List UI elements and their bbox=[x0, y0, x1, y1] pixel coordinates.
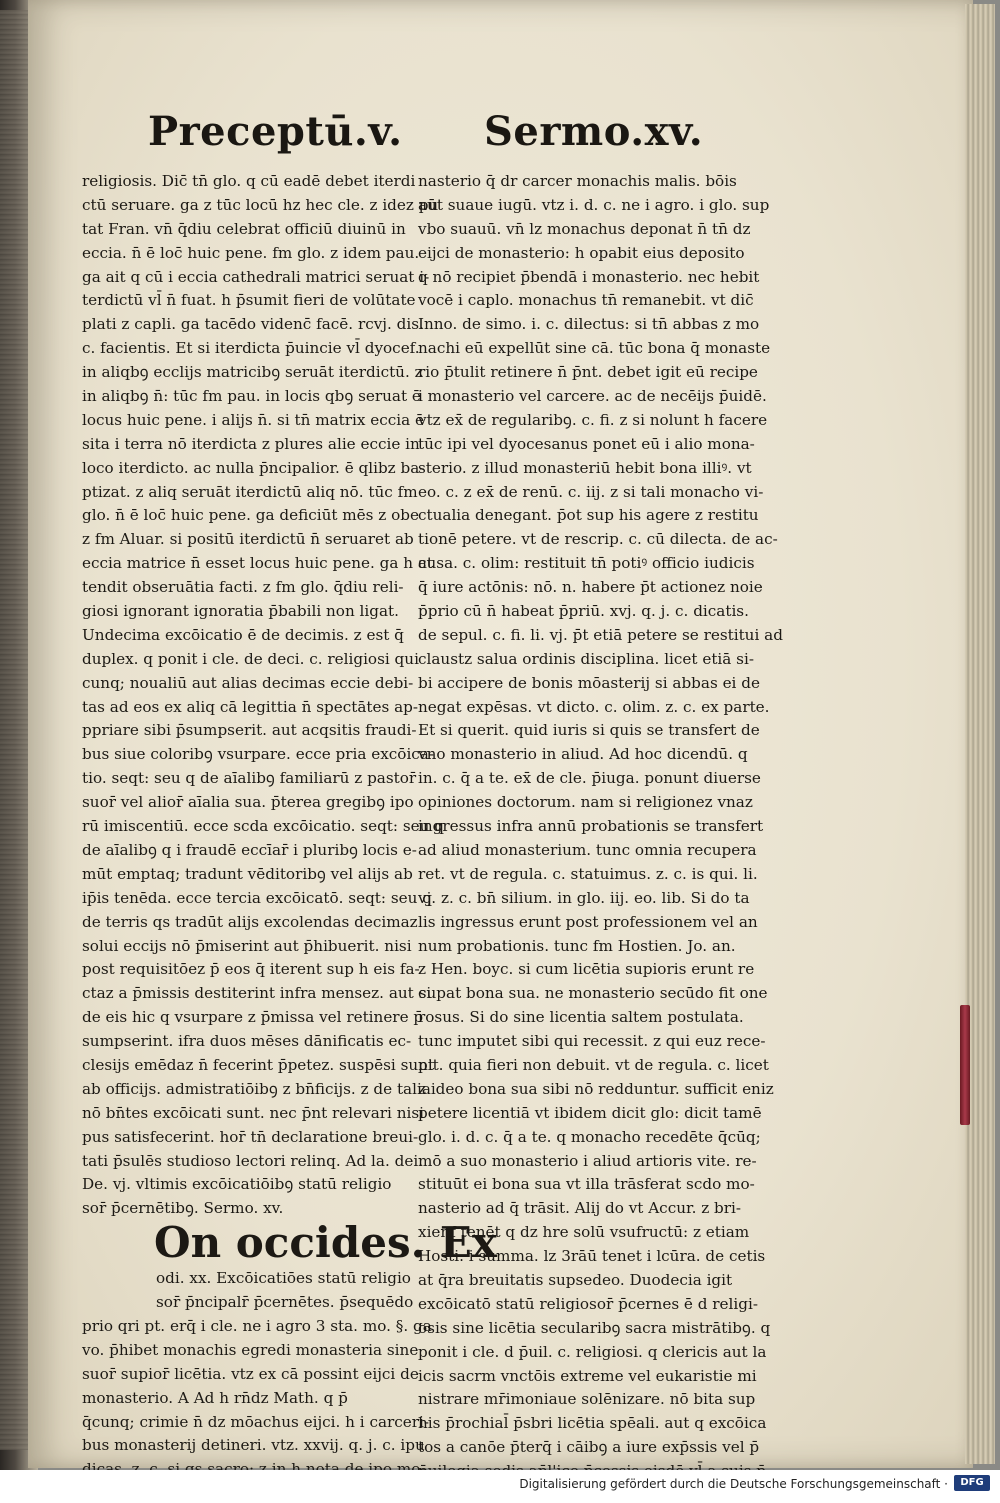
text-line: eijci de monasterio: h opabit eius deposito bbox=[418, 243, 745, 262]
text-line: tos a canōe p̄terq̄ i cāibꝯ a iure exp̄ssis vel p̄ bbox=[418, 1438, 760, 1457]
text-line: post requisitōez p̄ eos q̄ iterent sup h eis fa- bbox=[82, 960, 420, 979]
text-line: clesijs emēdaz n̄ fecerint p̄petez. suspēsi sunt bbox=[82, 1055, 435, 1074]
text-line: icis sacrm vnctōis extreme vel eukaristie mi bbox=[418, 1366, 757, 1385]
text-line: q̄ iure actōnis: nō. n. habere p̄t actionez noie bbox=[418, 578, 763, 597]
text-line: c. facientis. Et si iterdicta p̄uincie vl̄ dyocef. bbox=[82, 339, 420, 358]
text-line: nō bn̄tes excōicati sunt. nec p̄nt relevari nisi bbox=[82, 1103, 424, 1122]
text-line: opiniones doctorum. nam si religionez vnaz bbox=[418, 793, 753, 812]
text-line: sumpserint. ifra duos mēses dānificatis ec- bbox=[82, 1032, 412, 1051]
footer-credit: Digitalisierung gefördert durch die Deutsche Forschungsgemeinschaft · bbox=[519, 1477, 948, 1491]
text-line: giosi ignorant ignoratia p̄babili non ligat. bbox=[82, 602, 399, 621]
left-page-edges bbox=[0, 10, 30, 1450]
text-line: nasterio ad q̄ trāsit. Alij do vt Accur. z bri- bbox=[418, 1199, 742, 1218]
text-line: tas ad eos ex aliq cā legittia n̄ spectātes ap- bbox=[82, 697, 418, 716]
text-line: sita i terra nō iterdicta z plures alie eccie in bbox=[82, 434, 420, 453]
text-line: ctaz a p̄missis destiterint infra mensez. aut si bbox=[82, 984, 432, 1003]
text-line: nistrare mr̄imoniaue solēnizare. nō bita sup bbox=[418, 1390, 756, 1409]
text-line: in. c. q̄ a te. ex̄ de cle. p̄iuga. ponunt diuerse bbox=[418, 769, 761, 788]
text-line: tunc imputet sibi qui recessit. z qui euz rece- bbox=[418, 1032, 766, 1051]
text-line: eccia matrice n̄ esset locus huic pene. ga h at bbox=[82, 554, 434, 573]
text-line: bus siue coloribꝯ vsurpare. ecce pria excōica- bbox=[82, 745, 434, 764]
text-line: ga ait q cū i eccia cathedrali matrici seruat i- bbox=[82, 267, 430, 286]
text-line: ingressus infra annū probationis se transfert bbox=[418, 817, 764, 836]
text-line: aūt suaue iugū. vtz i. d. c. ne i agro. i glo. sup bbox=[418, 195, 770, 214]
text-line: z ideo bona sua sibi nō redduntur. sufficit eniz bbox=[418, 1079, 774, 1098]
text-line: ip̄is tenēda. ecce tercia excōicatō. seqt: seu q bbox=[82, 888, 432, 907]
text-line: sor̄ p̄cernētibꝯ. Sermo. xv. bbox=[82, 1199, 284, 1218]
text-line: tūc ipi vel dyocesanus ponet eū i alio mona- bbox=[418, 434, 755, 453]
text-line: tati p̄sulēs studioso lectori relinq. Ad la. dei. bbox=[82, 1151, 424, 1170]
text-line: ptizat. z aliq seruāt iterdictū aliq nō. tūc fm bbox=[82, 482, 418, 501]
text-line: locus huic pene. i alijs n̄. si tn̄ matrix eccia ē bbox=[82, 410, 425, 429]
text-line: cupat bona sua. ne monasterio secūdo fit one bbox=[418, 984, 768, 1003]
text-line: mūt emptaq; tradunt vēditoribꝯ vel alijs ab bbox=[82, 864, 413, 883]
text-line: de sepul. c. fi. li. vj. p̄t etiā petere se restitui ad bbox=[418, 625, 783, 644]
text-line: cusa. c. olim: restituit tn̄ potiꝰ officio iudicis bbox=[418, 554, 755, 573]
running-head-left: Preceptū.v. bbox=[148, 108, 403, 155]
text-line: osis sine licētia secularibꝯ sacra mistrātibꝯ. q bbox=[418, 1318, 771, 1337]
text-line: claustz salua ordinis disciplina. licet etiā si- bbox=[418, 649, 754, 668]
text-line: vj. z. c. bn̄ silium. in glo. iij. eo. lib. Si do ta bbox=[418, 888, 750, 907]
text-line: num probationis. tunc fm Hostien. Jo. an. bbox=[418, 936, 736, 955]
text-line: Et si querit. quid iuris si quis se transfert de bbox=[418, 721, 760, 740]
text-line: terdictū vl̄ n̄ fuat. h p̄sumit fieri de volūtate bbox=[82, 291, 416, 310]
text-line: vocē i caplo. monachus tn̄ remanebit. vt dic̄ bbox=[418, 291, 754, 310]
text-line: monasterio. A Ad h rn̄dz Math. q p̄ bbox=[82, 1388, 348, 1407]
text-line: eo. c. z ex̄ de renū. c. iij. z si tali monacho vi- bbox=[418, 482, 764, 501]
text-line: suor̄ supior̄ licētia. vtz ex cā possint eijci de bbox=[82, 1364, 419, 1383]
text-line: q̄cunq; crimie n̄ dz mōachus eijci. h i carceri- bbox=[82, 1412, 430, 1431]
text-line: vo. p̄hibet monachis egredi monasteria sine bbox=[82, 1340, 419, 1359]
text-line: glo. n̄ ē loc̄ huic pene. ga deficiūt mēs z obe bbox=[82, 506, 419, 525]
bookmark-ribbon bbox=[960, 1005, 970, 1125]
text-line: rio p̄tulit retinere n̄ p̄nt. debet igit eū recipe bbox=[418, 363, 758, 382]
text-line: tio. seqt: seu q de aīalibꝯ familiarū z pastor̄ bbox=[82, 769, 417, 788]
text-line: de terris qs tradūt alijs excolendas decimaz bbox=[82, 912, 418, 931]
right-page-edges bbox=[965, 4, 995, 1464]
text-line: negat expēsas. vt dicto. c. olim. z. c. ex parte. bbox=[418, 697, 770, 716]
text-line: q nō recipiet p̄bendā i monasterio. nec hebit bbox=[418, 267, 760, 286]
text-line: cunq; noualiū aut alias decimas eccie debi- bbox=[82, 673, 414, 692]
dfg-logo: DFG bbox=[954, 1475, 990, 1491]
text-line: Inno. de simo. i. c. dilectus: si tn̄ abbas z mo bbox=[418, 315, 760, 334]
text-line: odi. xx. Excōicatiōes statū religio bbox=[156, 1269, 411, 1288]
text-line: ctū seruare. ga z tūc locū hz hec cle. z idez pu bbox=[82, 195, 439, 214]
text-line: sor̄ p̄ncipalr̄ p̄cernētes. p̄sequēdo bbox=[156, 1293, 414, 1312]
text-line: ppriare sibi p̄sumpserit. aut acqsitis fraudi- bbox=[82, 721, 417, 740]
text-line: eccia. n̄ ē loc̄ huic pene. fm glo. z idem pau. bbox=[82, 243, 420, 262]
text-line: pit. quia fieri non debuit. vt de regula. c. licet bbox=[418, 1055, 769, 1074]
text-line: ponit i cle. d p̄uil. c. religiosi. q clericis aut la bbox=[418, 1342, 767, 1361]
text-line: suor̄ vel alior̄ aīalia sua. p̄terea gregibꝯ ipo bbox=[82, 793, 414, 812]
text-line: solui eccijs nō p̄miserint aut p̄hibuerit. nisi bbox=[82, 936, 412, 955]
text-line: his p̄rochial̄ p̄sbri licētia spēali. aut q excōica bbox=[418, 1414, 767, 1433]
text-line: i monasterio vel carcere. ac de necēijs p̄uidē. bbox=[418, 387, 767, 406]
text-line: prio qri pt. erq̄ i cle. ne i agro 3 sta. mo. §. ga bbox=[82, 1316, 432, 1335]
text-line: at q̄ra breuitatis supsedeo. Duodecia igit bbox=[418, 1270, 733, 1289]
text-line: nachi eū expellūt sine cā. tūc bona q̄ monaste bbox=[418, 339, 771, 358]
text-line: rosus. Si do sine licentia saltem postulata. bbox=[418, 1008, 744, 1027]
text-line: mō a suo monasterio i aliud artioris vite. re- bbox=[418, 1151, 757, 1170]
text-line: de aīalibꝯ q i fraudē eccīar̄ i pluribꝯ locis e- bbox=[82, 840, 417, 859]
text-line: rū imiscentiū. ecce scda excōicatio. seqt: seu q bbox=[82, 817, 444, 836]
text-line: religiosis. Dic̄ tn̄ glo. q cū eadē debet iterdi bbox=[82, 172, 416, 190]
text-line: excōicatō statū religiosor̄ p̄cernes ē d religi- bbox=[418, 1294, 758, 1313]
text-line: de eis hic q vsurpare z p̄missa vel retinere p̄ bbox=[82, 1008, 424, 1027]
left-text-column bbox=[82, 170, 497, 1482]
text-line: tendit obseruātia facti. z fm glo. q̄diu reli- bbox=[82, 578, 404, 597]
right-text-column bbox=[418, 170, 783, 1484]
text-line: De. vj. vltimis excōicatiōibꝯ statū religio bbox=[82, 1175, 392, 1194]
text-line: Undecima excōicatio ē de decimis. z est q̄ bbox=[82, 625, 404, 644]
text-line: xienf tenēt q dz hre solū vsufructū: z etiam bbox=[418, 1223, 750, 1242]
text-line: loco iterdicto. ac nulla p̄ncipalior. ē qlibz ba- bbox=[82, 458, 425, 477]
text-line: pus satisfecerint. hor̄ tn̄ declaratione breui- bbox=[82, 1127, 419, 1146]
text-line: glo. i. d. c. q̄ a te. q monacho recedēte q̄cūq; bbox=[418, 1127, 761, 1146]
text-line: ret. vt de regula. c. statuimus. z. c. is qui. li. bbox=[418, 864, 758, 883]
text-line: bi accipere de bonis mōasterij si abbas ei de bbox=[418, 673, 760, 692]
running-head-right: Sermo.xv. bbox=[484, 108, 704, 155]
text-line: z Hen. boyc. si cum licētia supioris erunt re bbox=[418, 960, 755, 979]
text-line: sterio. z illud monasteriū hebit bona illiꝰ. vt bbox=[418, 458, 752, 477]
text-line: vno monasterio in aliud. Ad hoc dicendū. q bbox=[418, 745, 748, 764]
text-line: p̄prio cū n̄ habeat p̄priū. xvj. q. j. c. dicatis. bbox=[418, 602, 749, 621]
text-line: nasterio q̄ dr carcer monachis malis. bōis bbox=[418, 172, 737, 190]
text-line: vbo suauū. vn̄ lz monachus deponat n̄ tn̄ dz bbox=[418, 219, 751, 238]
text-line: petere licentiā vt ibidem dicit glo: dicit tamē bbox=[418, 1103, 762, 1122]
text-line: duplex. q ponit i cle. de deci. c. religiosi qui bbox=[82, 649, 419, 668]
text-line: ad aliud monasterium. tunc omnia recupera bbox=[418, 840, 757, 859]
text-line: plati z capli. ga tacēdo videnc̄ facē. rcvj. dis. bbox=[82, 315, 424, 334]
text-line: stituūt ei bona sua vt illa trāsferat scdo mo- bbox=[418, 1175, 755, 1194]
text-line: in aliqbꝯ n̄: tūc fm pau. in locis qbꝯ seruat ē bbox=[82, 387, 421, 406]
text-line: tionē petere. vt de rescrip. c. cū dilecta. de ac- bbox=[418, 530, 778, 549]
text-line: lis ingressus erunt post professionem vel an bbox=[418, 912, 758, 931]
text-line: ab officijs. admistratiōibꝯ z bn̄ficijs. z de talia bbox=[82, 1079, 431, 1098]
text-line: tat Fran. vn̄ q̄diu celebrat officiū diuinū in bbox=[82, 219, 406, 238]
text-line: z fm Aluar. si positū iterdictū n̄ seruaret ab bbox=[82, 530, 414, 549]
text-line: in aliqbꝯ ecclijs matricibꝯ seruāt iterdictū. z bbox=[82, 363, 423, 382]
text-line: vtz ex̄ de regularibꝯ. c. fi. z si nolunt h facere bbox=[418, 410, 768, 429]
text-line: Hosti. i summa. lz 3rāū tenet i lcūra. de cetis bbox=[418, 1247, 766, 1266]
text-line: ctualia denegant. p̄ot sup his agere z restitu bbox=[418, 506, 759, 525]
section-headline: On occides. Ex bbox=[154, 1218, 497, 1268]
text-line: bus monasterij detineri. vtz. xxvij. q. j. c. ipu bbox=[82, 1436, 425, 1455]
